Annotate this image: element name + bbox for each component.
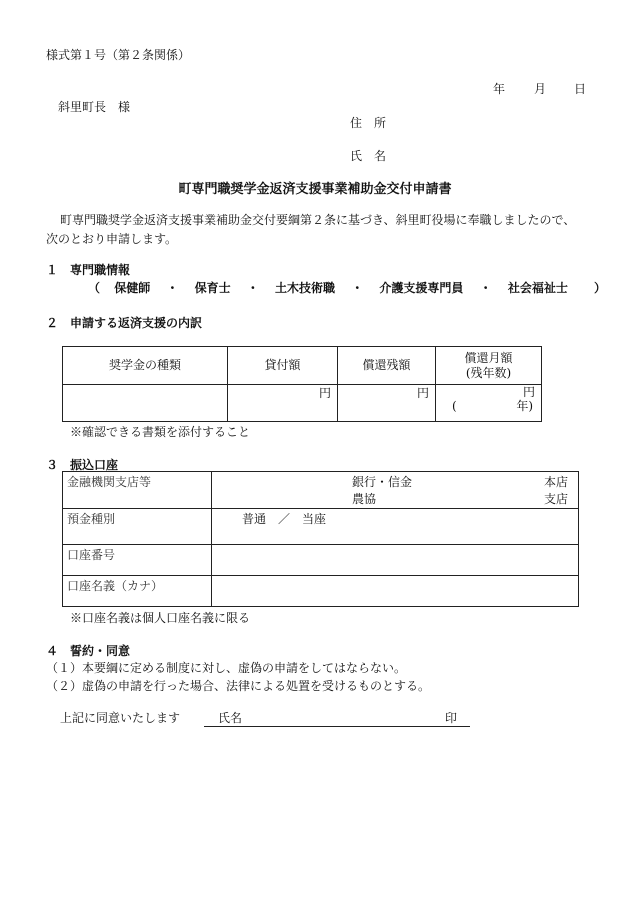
pledge-item-2: （２）虚偽の申請を行った場合、法律による処置を受けるものとする。 <box>46 679 431 693</box>
input-deposit-type[interactable]: 普通 ／ 当座 <box>212 509 579 545</box>
branch-sub: 支店 <box>543 492 568 506</box>
section2-note: ※確認できる書類を添付すること <box>70 425 251 439</box>
close-paren: ） <box>594 281 607 295</box>
option-social-worker[interactable]: 社会福祉士 <box>507 281 568 295</box>
branch-main: 本店 <box>543 475 568 489</box>
separator: ・ <box>351 281 364 295</box>
input-remaining-balance[interactable] <box>338 385 436 422</box>
bank-account-table <box>62 471 579 607</box>
pledge-item-1: （１）本要綱に定める制度に対し、虚偽の申請をしてはならない。 <box>46 661 407 675</box>
separator: ・ <box>246 281 259 295</box>
section2-heading: ２ 申請する返済支援の内訳 <box>46 316 203 330</box>
agree-text: 上記に同意いたします <box>60 711 181 725</box>
input-account-name[interactable] <box>212 576 579 607</box>
section3-note: ※口座名義は個人口座名義に限る <box>70 611 251 625</box>
separator: ・ <box>479 281 492 295</box>
signature-name-label: 氏名 <box>218 711 243 725</box>
header-monthly-repayment: 償還月額 (残年数) <box>436 347 542 385</box>
yen-unit: 円 <box>522 385 535 399</box>
date-year-label: 年 <box>493 82 506 96</box>
option-public-health-nurse[interactable]: 保健師 <box>114 281 151 295</box>
input-loan-amount[interactable] <box>228 385 338 422</box>
section3-heading: ３ 振込口座 <box>46 458 119 472</box>
option-care-manager[interactable]: 介護支援専門員 <box>379 281 464 295</box>
bank-label: 金融機関支店等 <box>63 472 212 509</box>
page-title: 町専門職奨学金返済支援事業補助金交付申請書 <box>178 182 452 197</box>
intro-line-2: 次のとおり申請します。 <box>46 232 178 246</box>
yen-unit: 円 <box>416 386 429 400</box>
bank-type-2: 農協 <box>352 492 377 506</box>
bank-type-1: 銀行・信金 <box>352 475 413 489</box>
section1-heading: １ 専門職情報 <box>46 263 131 277</box>
years-open-paren: ( <box>452 399 457 414</box>
input-monthly-repayment[interactable] <box>436 385 542 422</box>
yen-unit: 円 <box>318 386 331 400</box>
form-number: 様式第１号（第２条関係） <box>46 48 191 62</box>
input-account-number[interactable] <box>212 545 579 576</box>
profession-options <box>88 280 606 296</box>
header-scholarship-type: 奨学金の種類 <box>63 347 228 385</box>
years-unit: 年) <box>516 399 533 414</box>
seal-mark: 印 <box>445 711 458 725</box>
name-label: 氏 名 <box>350 149 387 163</box>
header-loan-amount: 貸付額 <box>228 347 338 385</box>
option-civil-engineer[interactable]: 土木技術職 <box>275 281 336 295</box>
deposit-type-label: 預金種別 <box>63 509 212 545</box>
date-month-label: 月 <box>534 82 547 96</box>
input-scholarship-type[interactable] <box>63 385 228 422</box>
addressee: 斜里町長 様 <box>58 100 131 114</box>
repayment-table <box>62 346 542 422</box>
header-remaining-balance: 償還残額 <box>338 347 436 385</box>
date-day-label: 日 <box>574 82 587 96</box>
option-childcare-worker[interactable]: 保育士 <box>194 281 231 295</box>
section4-heading: ４ 誓約・同意 <box>46 644 131 658</box>
signature-line[interactable] <box>204 726 470 727</box>
address-label: 住 所 <box>350 116 387 130</box>
separator: ・ <box>166 281 179 295</box>
intro-line-1: 町専門職奨学金返済支援事業補助金交付要綱第２条に基づき、斜里町役場に奉職しましたので、 <box>60 213 576 227</box>
input-bank-branch[interactable] <box>212 472 579 509</box>
account-number-label: 口座番号 <box>63 545 212 576</box>
account-name-label: 口座名義（カナ） <box>63 576 212 607</box>
open-paren: （ <box>88 281 101 295</box>
